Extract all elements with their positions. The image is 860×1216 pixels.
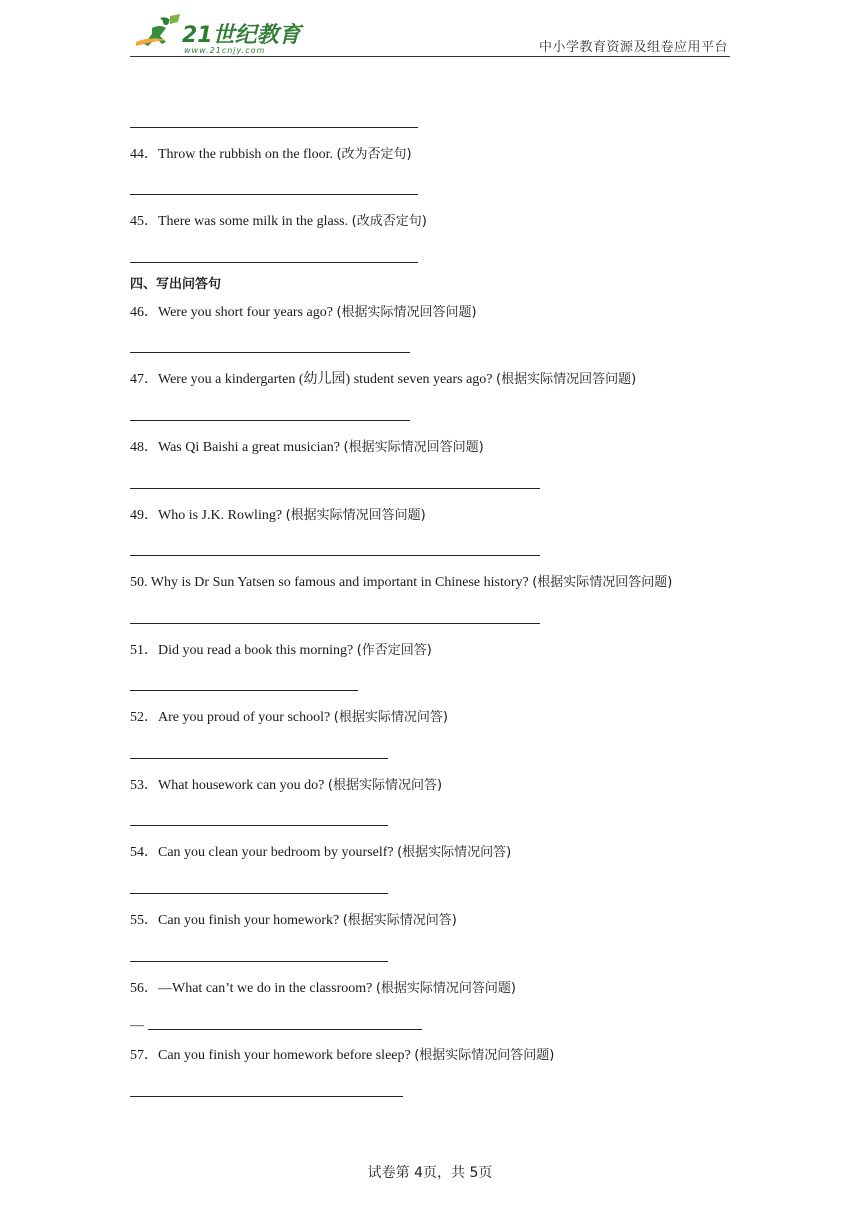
svg-text:www.21cnjy.com: www.21cnjy.com (184, 46, 266, 55)
answer-line-50[interactable] (130, 623, 540, 624)
runner-logo-icon (136, 14, 180, 46)
page-footer: 试卷第 4页，共 5页 (367, 1165, 493, 1181)
answer-dash: — (130, 1018, 144, 1033)
question-56: 56．—What can’t we do in the classroom? (根据实际情况问答问题) (130, 981, 516, 996)
answer-line-54[interactable] (130, 893, 388, 894)
answer-line-52[interactable] (130, 758, 388, 759)
answer-line-56[interactable] (148, 1029, 422, 1030)
answer-line-46[interactable] (130, 352, 410, 353)
question-47: 47．Were you a kindergarten (幼儿园) student seven years ago? (根据实际情况回答问题) (130, 372, 637, 387)
question-55: 55．Can you finish your homework? (根据实际情况问答) (130, 913, 457, 928)
answer-line-49[interactable] (130, 555, 540, 556)
question-44: 44．Throw the rubbish on the floor. (改为否定句) (130, 147, 412, 162)
page-header (130, 12, 730, 57)
section-title: 四、写出问答句 (130, 277, 222, 292)
question-45: 45．There was some milk in the glass. (改成否定句) (130, 214, 427, 229)
answer-line-45[interactable] (130, 262, 418, 263)
question-50: 50. Why is Dr Sun Yatsen so famous and important in Chinese history? (根据实际情况回答问题) (130, 575, 673, 590)
question-51: 51．Did you read a book this morning? (作否定回答) (130, 643, 432, 658)
answer-line-53[interactable] (130, 825, 388, 826)
answer-line-44[interactable] (130, 194, 418, 195)
svg-text:21世纪教育: 21世纪教育 (182, 23, 301, 48)
question-54: 54．Can you clean your bedroom by yourself? (根据实际情况问答) (130, 845, 512, 860)
question-49: 49．Who is J.K. Rowling? (根据实际情况回答问题) (130, 508, 426, 523)
question-46: 46．Were you short four years ago? (根据实际情况回答问题) (130, 305, 477, 320)
answer-line-55[interactable] (130, 961, 388, 962)
question-52: 52．Are you proud of your school? (根据实际情况问答) (130, 710, 448, 725)
header-platform-text: 中小学教育资源及组卷应用平台 (538, 40, 728, 55)
question-57: 57．Can you finish your homework before sleep? (根据实际情况问答问题) (130, 1048, 555, 1063)
question-48: 48．Was Qi Baishi a great musician? (根据实际情况回答问题) (130, 440, 484, 455)
answer-line-48[interactable] (130, 488, 540, 489)
answer-line-57[interactable] (130, 1096, 403, 1097)
site-logo (130, 12, 330, 56)
answer-line-51[interactable] (130, 690, 358, 691)
question-53: 53．What housework can you do? (根据实际情况问答) (130, 778, 443, 793)
answer-line-47[interactable] (130, 420, 410, 421)
answer-line[interactable] (130, 127, 418, 128)
